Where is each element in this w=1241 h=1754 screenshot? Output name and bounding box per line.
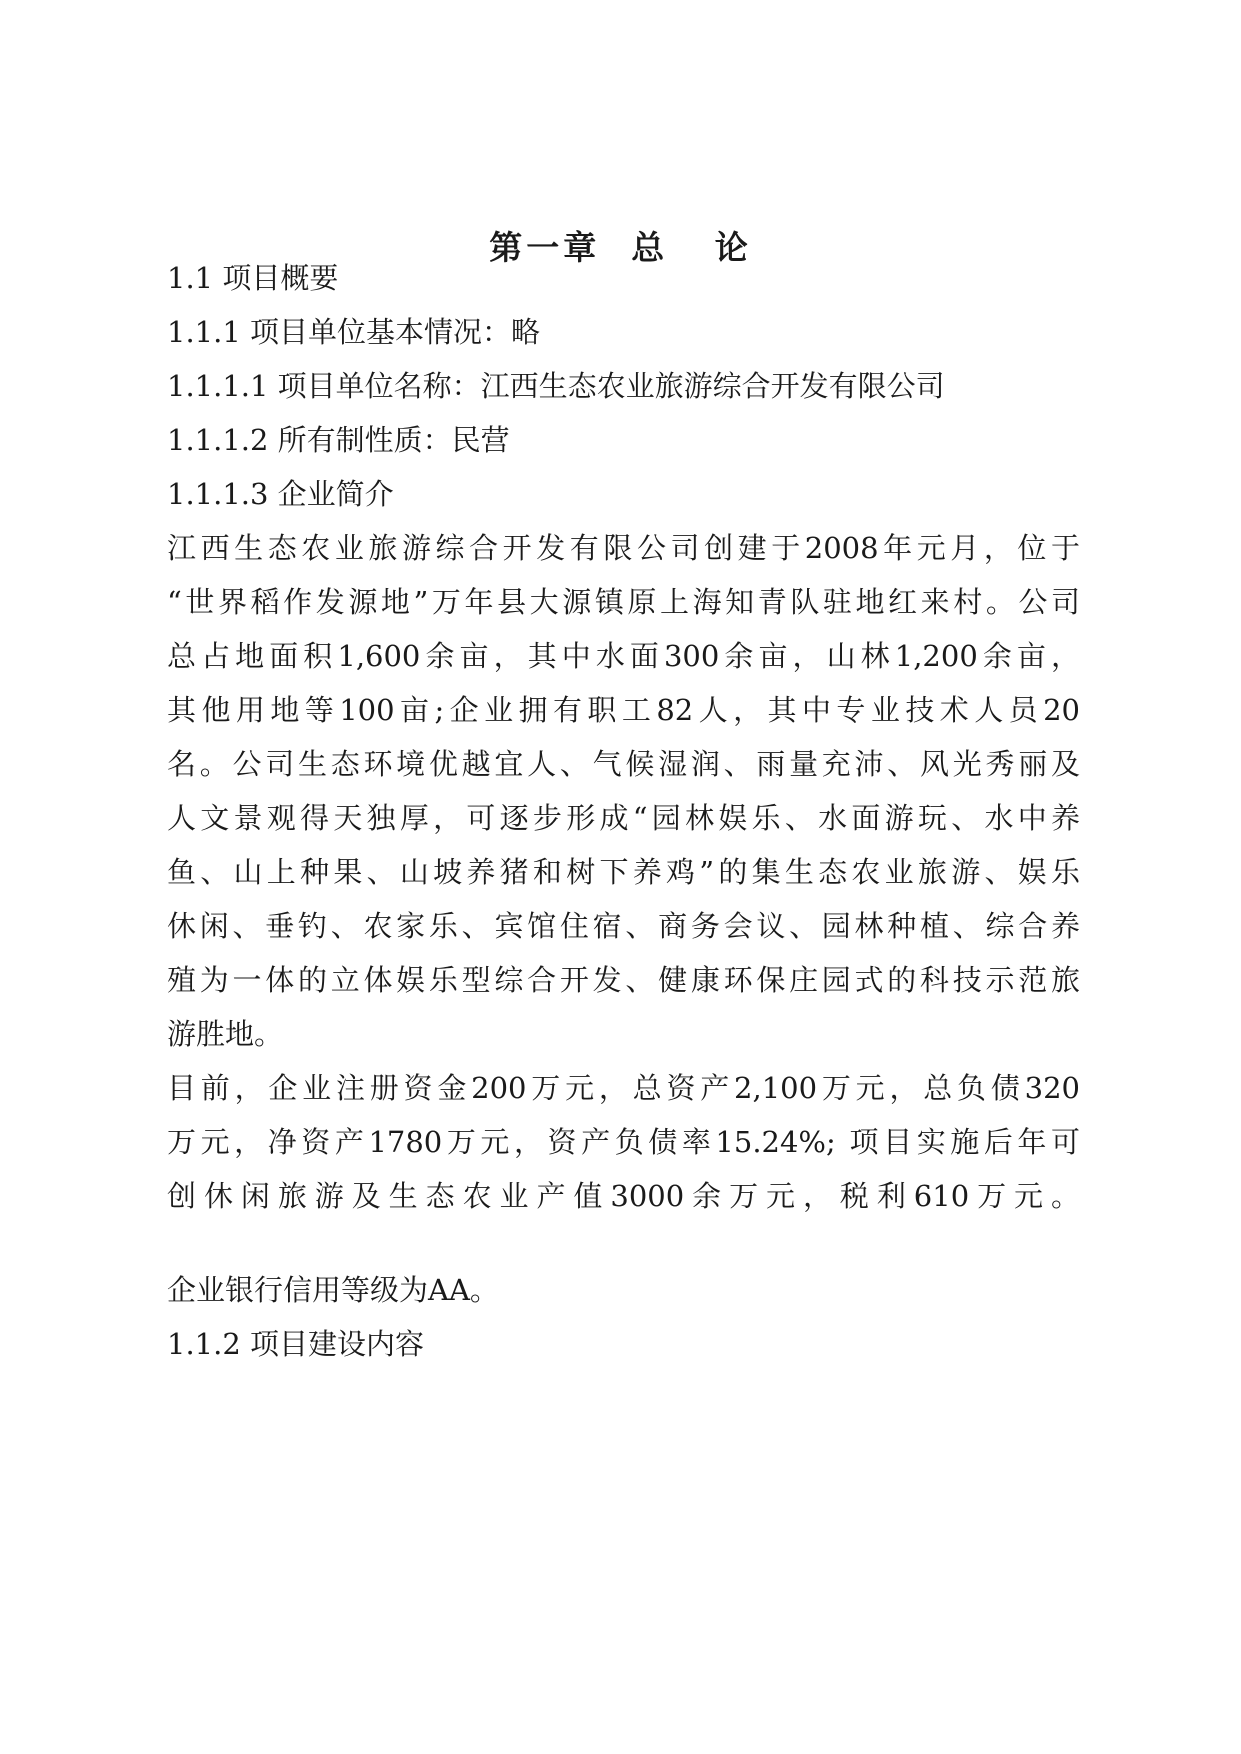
chapter-title: 第一章 总 论: [489, 228, 752, 267]
intro-line: 江西生态农业旅游综合开发有限公司创建于2008年元月，位于: [167, 531, 1080, 565]
intro-line: 殖为一体的立体娱乐型综合开发、健康环保庄园式的科技示范旅: [167, 963, 1080, 997]
heading-1-1-1-1: 1.1.1.1 项目单位名称：江西生态农业旅游综合开发有限公司: [167, 369, 945, 403]
intro-line: 其他用地等100亩;企业拥有职工82人，其中专业技术人员20: [167, 693, 1080, 727]
intro-line: 人文景观得天独厚，可逐步形成“园林娱乐、水面游玩、水中养: [167, 801, 1080, 835]
intro-line: “世界稻作发源地”万年县大源镇原上海知青队驻地红来村。公司: [167, 585, 1080, 619]
intro-line: 休闲、垂钓、农家乐、宾馆住宿、商务会议、园林种植、综合养: [167, 909, 1080, 943]
intro-line: 游胜地。: [167, 1017, 284, 1051]
finance-line: 目前，企业注册资金200万元，总资产2,100万元，总负债320: [167, 1071, 1080, 1105]
heading-1-1-1-3: 1.1.1.3 企业简介: [167, 477, 394, 511]
heading-1-1-1-2: 1.1.1.2 所有制性质：民营: [167, 423, 510, 457]
credit-rating-line: 企业银行信用等级为AA。: [167, 1273, 499, 1307]
intro-line: 总占地面积1,600余亩，其中水面300余亩，山林1,200余亩，: [167, 639, 1080, 673]
finance-line: 万元，净资产1780万元，资产负债率15.24%; 项目实施后年可: [167, 1125, 1080, 1159]
heading-1-1-1: 1.1.1 项目单位基本情况：略: [167, 315, 541, 349]
heading-1-1: 1.1 项目概要: [167, 261, 339, 295]
intro-line: 鱼、山上种果、山坡养猪和树下养鸡”的集生态农业旅游、娱乐: [167, 855, 1080, 889]
heading-1-1-2: 1.1.2 项目建设内容: [167, 1327, 425, 1361]
intro-line: 名。公司生态环境优越宜人、气候湿润、雨量充沛、风光秀丽及: [167, 747, 1080, 781]
finance-line: 创休闲旅游及生态农业产值3000余万元，税利610万元。: [167, 1179, 1080, 1213]
